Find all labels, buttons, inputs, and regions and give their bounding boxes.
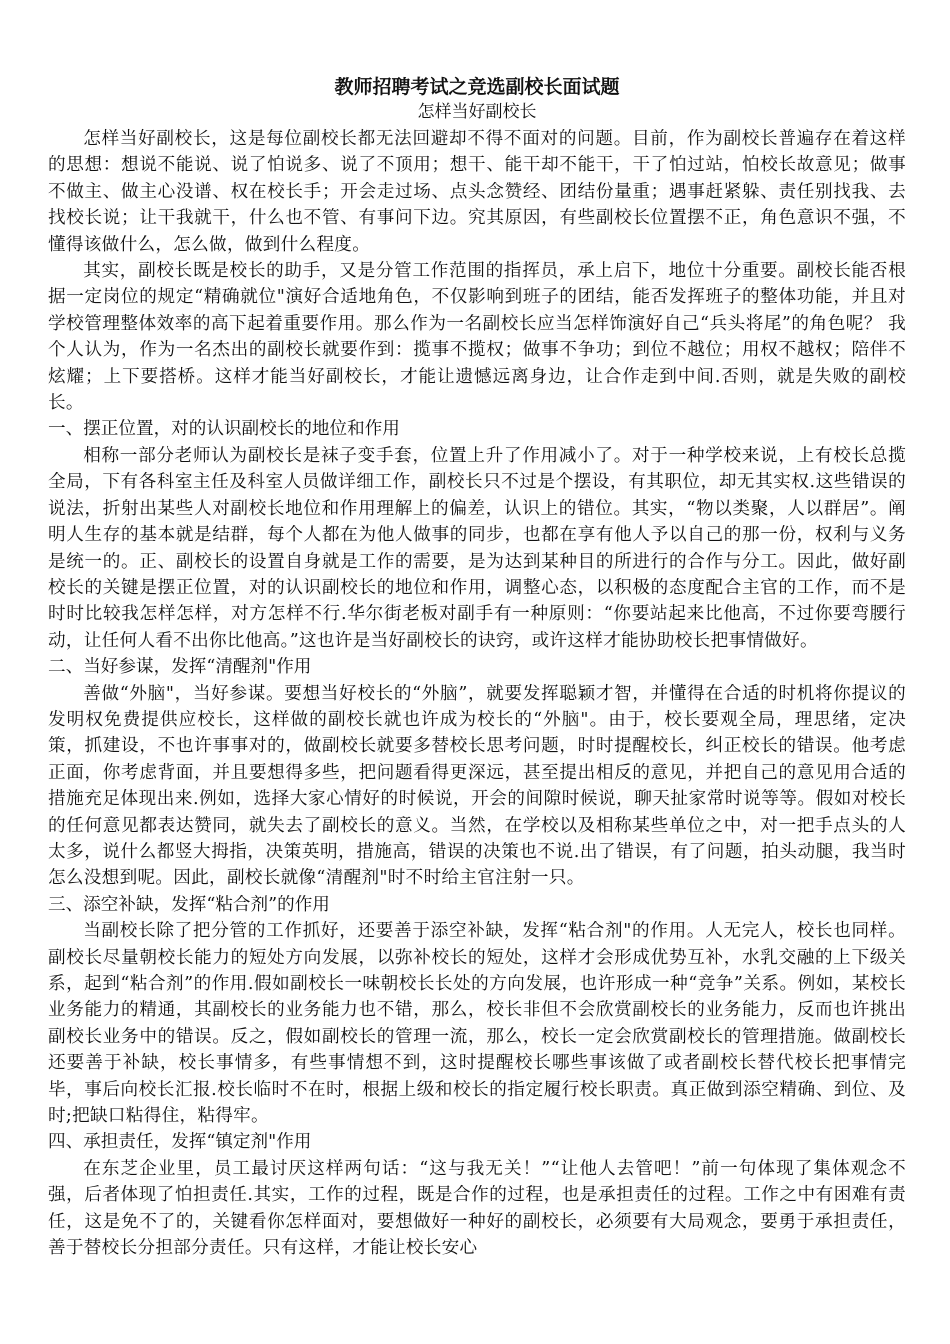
section-heading: 三、添空补缺，发挥“粘合剂”的作用: [48, 894, 330, 915]
document-title: 教师招聘考试之竞选副校长面试题: [334, 76, 620, 98]
section-body: 在东芝企业里，员工最讨厌这样两句话：“这与我无关！”“让他人去管吧！”前一句体现了集体观念不强，后者体现了怕担责任.其实，工作的过程，既是合作的过程，也是承担责任的过程。工作之中有困难有责任，这是免不了的，关键看你怎样面对，要想做好一种好的副校长，必须要有大局观念，要勇于承担责任，善于替校长分担部分责任。只有这样，才能让校长安心: [48, 1158, 906, 1259]
intro-paragraph: 怎样当好副校长，这是每位副校长都无法回避却不得不面对的问题。目前，作为副校长普遍存在着这样的思想：想说不能说、说了怕说多、说了不顶用；想干、能干却不能干，干了怕过站，怕校长故意见；做事不做主、做主心没谱、权在校长手；开会走过场、点头念赞经、团结份量重；遇事赶紧躲、责任别找我、去找校长说；让干我就干，什么也不管、有事问下边。究其原因，有些副校长位置摆不正，角色意识不强，不懂得该做什么，怎么做，做到什么程度。: [48, 129, 906, 255]
section-body: 善做“外脑"，当好参谋。要想当好校长的“外脑”，就要发挥聪颖才智，并懂得在合适的时机将你提议的发明权免费提供应校长，这样做的副校长就也许成为校长的“外脑"。由于，校长要观全局，理思绪，定决策，抓建设，不也许事事对的，做副校长就要多替校长思考问题，时时提醒校长，纠正校长的错误。他考虑正面，你考虑背面，并且要想得多些，把问题看得更深远，甚至提出相反的意见，并把自己的意见用合适的措施充足体现出来.例如，选择大家心情好的时候说，开会的间隙时候说，聊天扯家常时说等等。假如对校长的任何意见都表达赞同，就失去了副校长的意义。当然，在学校以及相称某些单位之中，对一把手点头的人太多，说什么都竖大拇指，决策英明，措施高，错误的决策也不说.出了错误，有了问题，拍头动腿，我当时怎么没想到呢。因此，副校长就像“清醒剂"时不时给主官注射一只。: [48, 683, 906, 889]
section-heading: 四、承担责任，发挥“镇定剂"作用: [48, 1132, 312, 1153]
section-body: 相称一部分老师认为副校长是袜子变手套，位置上升了作用减小了。对于一种学校来说，上有校长总揽全局，下有各科室主任及科室人员做详细工作，副校长只不过是个摆设，有其职位，却无其实权.这些错误的说法，折射出某些人对副校长地位和作用理解上的偏差，认识上的错位。其实，“物以类聚，人以群居”。阐明人生存的基本就是结群，每个人都在为他人做事的同步，也都在享有他人予以自己的那一份，权利与义务是统一的。正、副校长的设置自身就是工作的需要，是为达到某种目的所进行的合作与分工。因此，做好副校长的关键是摆正位置，对的认识副校长的地位和作用，调整心态，以积极的态度配合主官的工作，而不是时时比较我怎样怎样，对方怎样不行.华尔街老板对副手有一种原则：“你要站起来比他高，不过你要弯腰行动，让任何人看不出你比他高。”这也许是当好副校长的诀窍，或许这样才能协助校长把事情做好。: [48, 445, 906, 651]
section-heading: 二、当好参谋，发挥“清醒剂"作用: [48, 657, 312, 678]
section-heading: 一、摆正位置，对的认识副校长的地位和作用: [48, 419, 400, 440]
document-subtitle: 怎样当好副校长: [417, 102, 537, 122]
section-body: 当副校长除了把分管的工作抓好，还要善于添空补缺，发挥“粘合剂"的作用。人无完人，校长也同样。副校长尽量朝校长能力的短处方向发展，以弥补校长的短处，这样才会形成优势互补，水乳交融的上下级关系，起到“粘合剂”的作用.假如副校长一味朝校长长处的方向发展，也许形成一种“竞争”关系。例如，某校长业务能力的精通，其副校长的业务能力也不错，那么，校长非但不会欣赏副校长的业务能力，反而也许挑出副校长业务中的错误。反之，假如副校长的管理一流，那么，校长一定会欣赏副校长的管理措施。做副校长还要善于补缺，校长事情多，有些事情想不到，这时提醒校长哪些事该做了或者副校长替代校长把事情完毕，事后向校长汇报.校长临时不在时，根据上级和校长的指定履行校长职责。真正做到添空精确、到位、及时;把缺口粘得住，粘得牢。: [48, 921, 906, 1127]
document-page: [48, 74, 906, 1261]
intro-paragraph: 其实，副校长既是校长的助手，又是分管工作范围的指挥员，承上启下，地位十分重要。副校长能否根据一定岗位的规定“精确就位"演好合适地角色，不仅影响到班子的团结，能否发挥班子的整体功能，并且对学校管理整体效率的高下起着重要作用。那么作为一名副校长应当怎样饰演好自己“兵头将尾”的角色呢？ 我个人认为，作为一名杰出的副校长就要作到：揽事不揽权；做事不争功；到位不越位；用权不越权；陪伴不炫耀；上下要搭桥。这样才能当好副校长，才能让遗憾远离身边，让合作走到中间.否则，就是失败的副校长。: [48, 261, 906, 414]
